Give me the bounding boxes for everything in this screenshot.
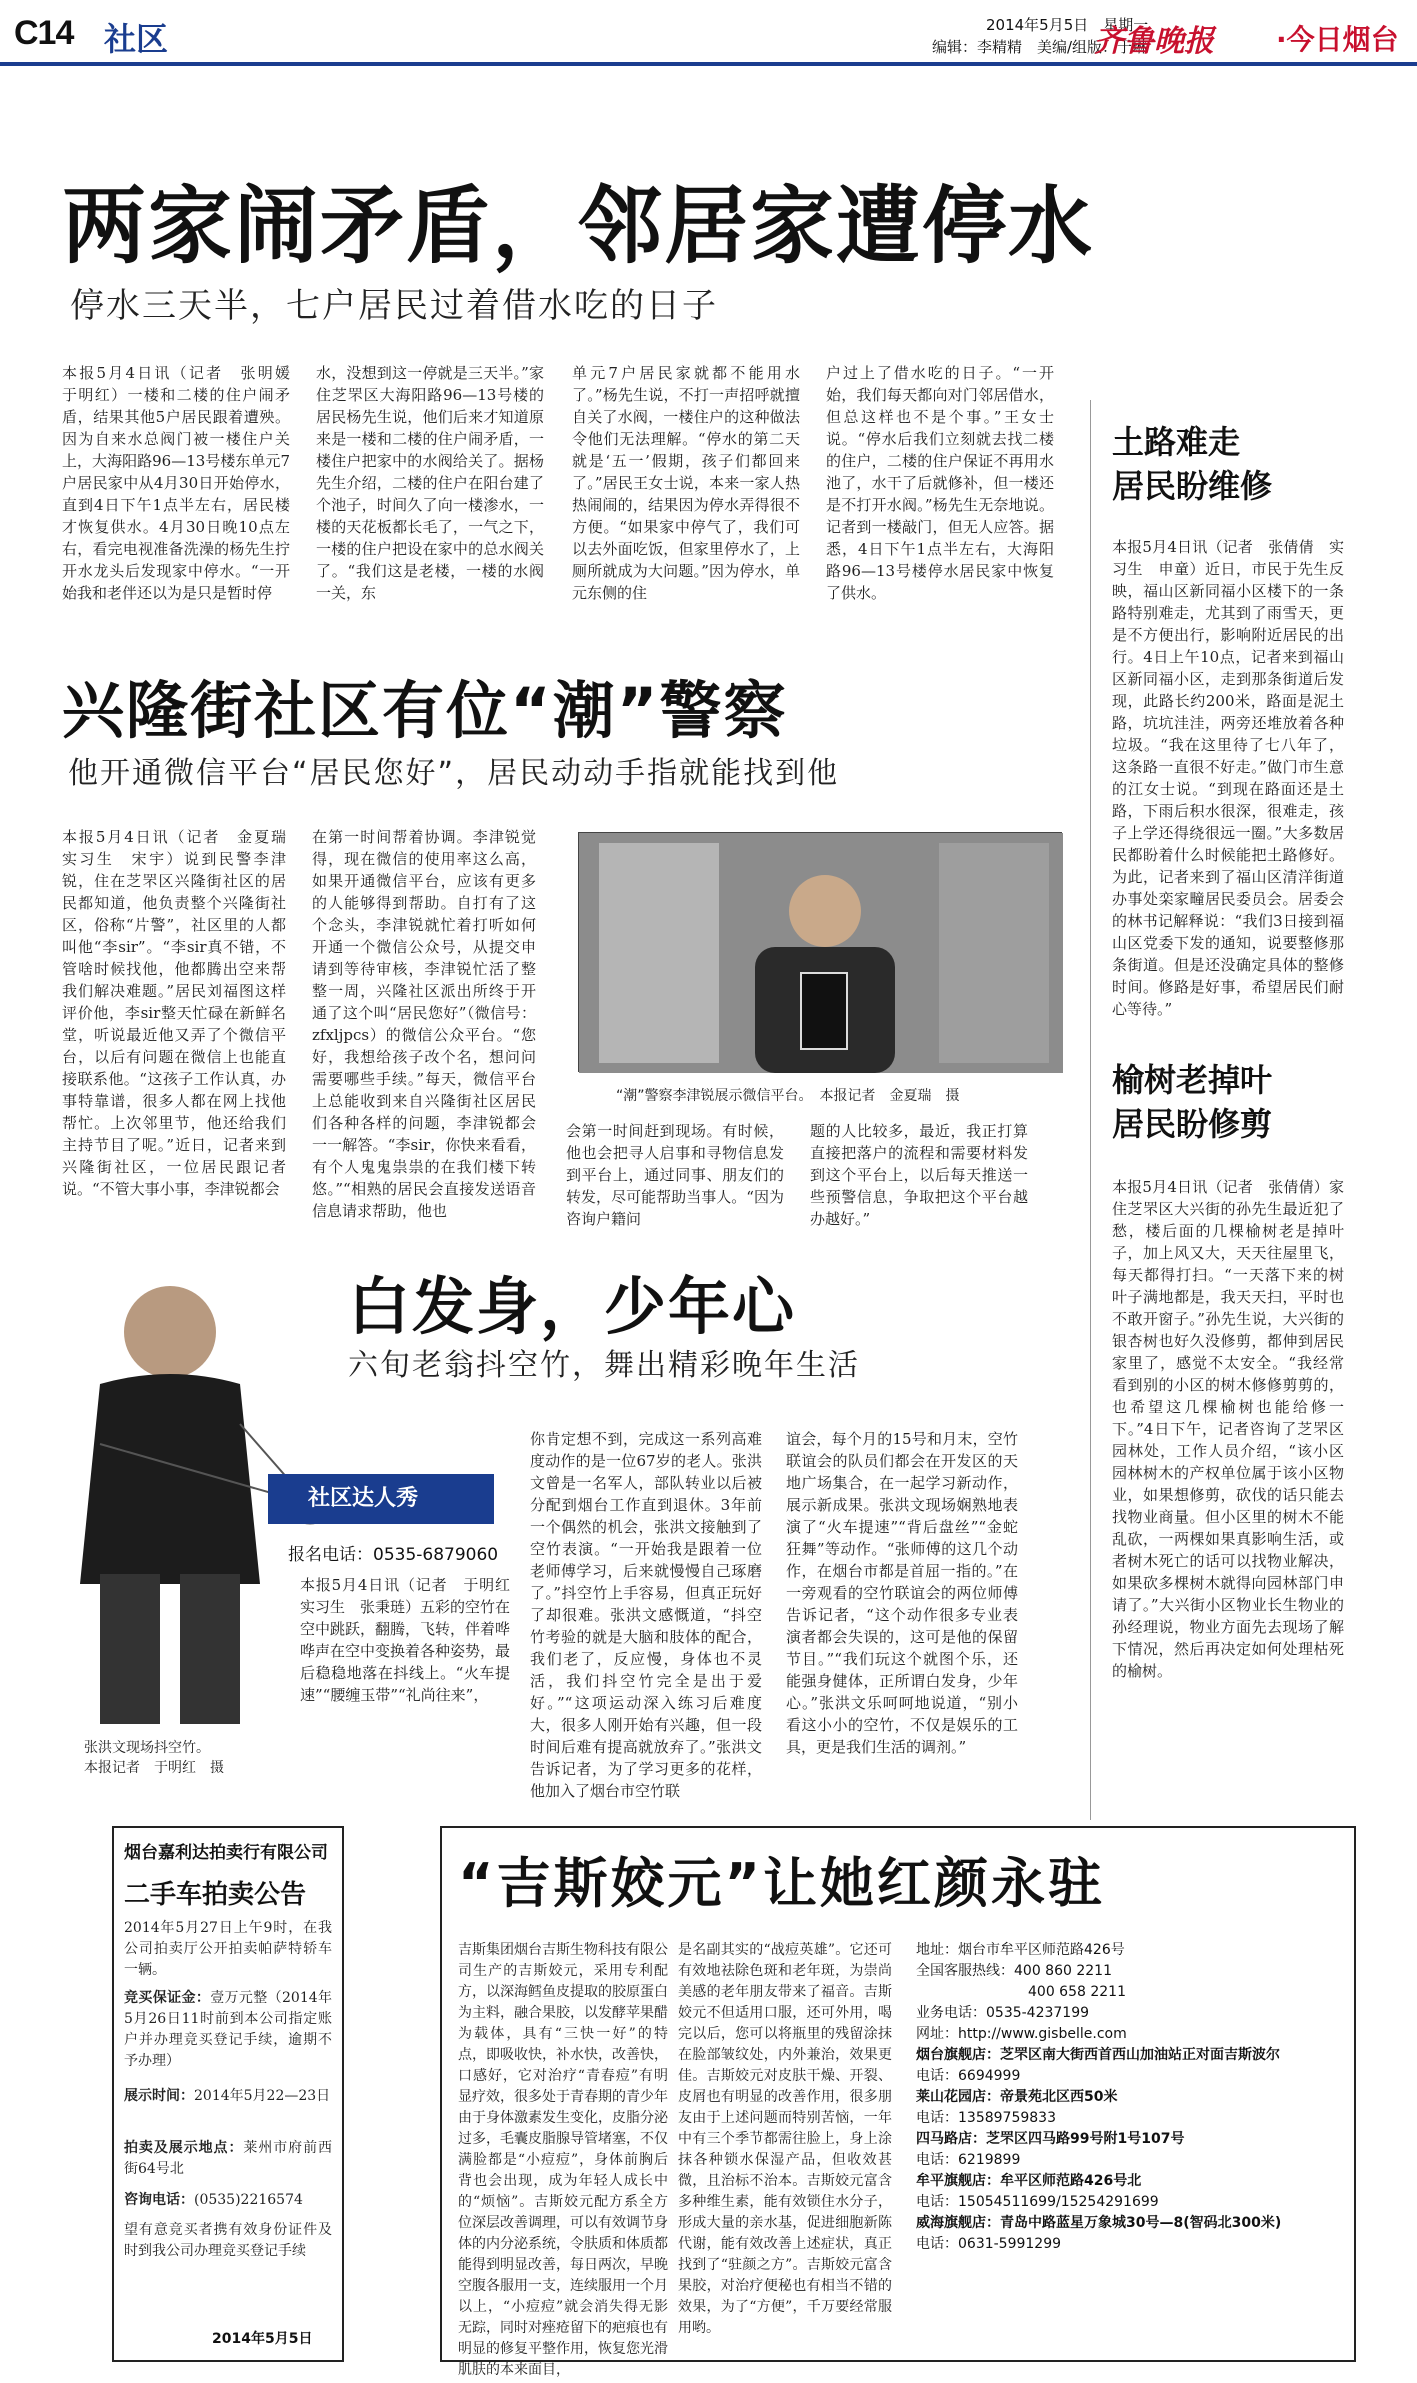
jisi-store-3-tel: 电话：15054511699/15254291699 [916,2194,1159,2210]
page-number: C14 [14,14,74,52]
story2-column-3: 会第一时间赶到现场。有时候，他也会把寻人启事和寻物信息发到平台上，通过同事、朋友们的转发，尽可能帮助当事人。“因为咨询户籍问 [566,1122,784,1228]
sidebar-divider [1090,400,1091,1820]
header-rule [0,62,1417,66]
jisi-store-4-name: 威海旗舰店：青岛中路蓝星万象城30号—8(智码北300米) [916,2215,1282,2231]
story2-column-2: 在第一时间帮着协调。李津锐觉得，现在微信的使用率这么高，如果开通微信平台，应该有更多的人能够得到帮助。自打有了这个念头，李津锐就忙着打听如何开通一个微信公众号，从提交申请到等待审核，李津锐忙活了整整一周，兴隆社区派出所终于开通了这个叫“居民您好”（微信号：zfxljpcs）的微信公众平台。“您好，我想给孩子改个名，想问问需要哪些手续。”每天，微信平台上总能收到来自兴隆街社区居民们各种各样的问题，李津锐都会一一解答。“李sir，你快来看看，有个人鬼鬼祟祟的在我们楼下转悠。”“相熟的居民会直接发送语音信息请求帮助，他也 [312,828,536,1220]
jisi-store-0-tel: 电话：6694999 [916,2068,1021,2084]
sidebar1-headline [1112,420,1272,508]
sidebar1-headline-line1: 土路难走 [1112,423,1241,461]
jisi-address: 地址：烟台市牟平区师范路426号 [916,1942,1125,1958]
story2-column-1: 本报5月4日讯（记者 金夏瑞 实习生 宋宇）说到民警李津锐，住在芝罘区兴隆街社区的居民都知道，他负责整个兴隆街社区，俗称“片警”，社区里的人都叫他“李sir”。“李sir真不错，不管啥时候找他，他都腾出空来帮我们解决难题。”居民刘福图这样评价他，李sir整天忙碌在新鲜名堂，听说最近他又弄了个微信平台，以后有问题在微信上也能直接联系他。“这孩子工作认真，办事特靠谱，很多人都在网上找他帮忙。上次邻里节，他还给我们主持节目了呢。”近日，记者来到兴隆街社区，一位居民跟记者说。“不管大事小事，李津锐都会 [62,828,302,1198]
auction-body: 2014年5月27日上午9时，在我公司拍卖厅公开拍卖帕萨特轿车一辆。 [124,1920,332,1978]
jisi-store-0 [916,2045,1346,2087]
editor-credits: 编辑：李精精 美编/组版：于琳 [932,38,1148,56]
sidebar1-headline-line2: 居民盼维修 [1112,467,1273,505]
auction-phone-text: (0535)2216574 [194,2192,303,2208]
story2-column-4: 题的人比较多，最近，我正打算直接把落户的流程和需要材料发到这个平台上，以后每天推送一些预警信息，争取把这个平台越办越好。” [810,1122,1028,1228]
story1-subheadline: 停水三天半，七户居民过着借水吃的日子 [70,286,718,326]
jisi-store-1 [916,2087,1346,2129]
jisi-store-4-tel: 电话：0631-5991299 [916,2236,1062,2252]
auction-closing: 望有意竞买者携有效身份证件及时到我公司办理竞买登记手续 [124,2222,332,2259]
story3-column-3: 谊会，每个月的15号和月末，空竹联谊会的队员们都会在开发区的天地广场集合，在一起学习新动作，展示新成果。张洪文现场娴熟地表演了“火车提速”“背后盘丝”“金蛇狂舞”等动作。“张师傅的这几个动作，在烟台市都是首屈一指的。”在一旁观看的空竹联谊会的两位师傅告诉记者，“这个动作很多专业表演者都会失误的，这可是他的保留节目。”“我们玩这个就图个乐，还能强身健体，正所谓白发身，少年心。”张洪文乐呵呵地说道，“别小看这小小的空竹，不仅是娱乐的工具，更是我们生活的调剂。” [786,1430,1018,1756]
jisi-website-url[interactable]: http://www.gisbelle.com [958,2026,1127,2042]
auction-place [124,2138,332,2180]
story1-column-2: 水，没想到这一停就是三天半。”家住芝罘区大海阳路96—13号楼的居民杨先生说，他们后来才知道原来是一楼和二楼的住户闹矛盾，一楼住户把家中的水阀给关了。据杨先生介绍，二楼的住户在阳台建了个池子，时间久了向一楼渗水，一楼的天花板都长毛了，一气之下，一楼的住户把设在家中的总水阀关了。“我们这是老楼，一楼的水阀一关，东 [316,364,544,602]
masthead-edition: ·今日烟台 [1276,23,1399,56]
jisi-ad-box [440,1826,1356,2378]
story1-column-4: 户过上了借水吃的日子。“一开始，我们每天都向对门邻居借水，但总这样也不是个事。”王女士说。“停水后我们立刻就去找二楼的住户，二楼的住户保证不再用水池了，水干了后就修补，但一楼还是不打开水阀。”杨先生无奈地说。记者到一楼敲门，但无人应答。据悉，4日下午1点半左右，大海阳路96—13号楼停水居民家中恢复了供水。 [826,364,1054,602]
auction-deposit-text: 壹万元整（2014年5月26日11时前到本公司指定账户并办理竞买登记手续，逾期不予办理） [124,1990,332,2069]
auction-phone-label: 咨询电话： [124,2192,194,2208]
section-name: 社区 [104,20,169,58]
auction-phone [124,2190,332,2211]
jisi-store-2-tel: 电话：6219899 [916,2152,1021,2168]
auction-show-label: 展示时间： [124,2088,194,2104]
jisi-store-0-name: 烟台旗舰店：芝罘区南大街西首西山加油站正对面吉斯波尔 [916,2047,1280,2063]
sidebar1-body: 本报5月4日讯（记者 张倩倩 实习生 申童）近日，市民于先生反映，福山区新同福小区楼下的一条路特别难走，尤其到了雨雪天，更是不方便出行，影响附近居民的出行。4日上午10点，记者来到福山区新同福小区，走到那条街道后发现，此路长约200米，路面是泥土路，坑坑洼洼，两旁还堆放着各种垃圾。“我在这里待了七八年了，这条路一直很不好走。”做门市生意的江女士说。“到现在路面还是土路，下雨后积水很深，很难走，孩子上学还得绕很远一圈。”大多数居民都盼着什么时候能把土路修好。为此，记者来到了福山区清洋街道办事处栾家疃居民委员会。居委会的林书记解释说：“我们3日接到福山区党委下发的通知，说要整修那条街道。但是还没确定具体的整修时间。修路是好事，希望居民们耐心等待。” [1112,538,1344,1018]
auction-company: 烟台嘉利达拍卖行有限公司 [124,1843,328,1863]
jisi-ad-title: “吉斯姣元”让她红颜永驻 [458,1852,1105,1915]
auction-notice-box [112,1826,344,2362]
story2-subheadline: 他开通微信平台“居民您好”，居民动动手指就能找到他 [68,756,840,791]
auction-deposit [124,1988,332,2072]
sidebar2-headline-line2: 居民盼修剪 [1112,1105,1273,1143]
diabolo-caption-line2: 本报记者 于明红 摄 [84,1760,224,1776]
auction-place-text: 莱州市府前西街64号北 [124,2140,333,2177]
story3-headline: 白发身，少年心 [348,1270,797,1343]
auction-place-label: 拍卖及展示地点： [124,2140,244,2156]
jisi-ad-column-1: 吉斯集团烟台吉斯生物科技有限公司生产的吉斯姣元，采用专利配方，以深海鳕鱼皮提取的胶原蛋白为主料，融合果胶，以发酵苹果醋为载体，具有“三快一好”的特点，即吸收快，补水快，改善快，口感好，它对治疗“青春痘”有明显疗效，很多处于青春期的青少年由于身体激素发生变化，皮脂分泌过多，毛囊皮脂腺导管堵塞，不仅满脸都是“小痘痘”，身体前胸后背也会出现，成为年轻人成长中的“烦恼”。吉斯姣元配方系全方位深层改善调理，可以有效调节身体的内分泌系统，令肤质和体质都能得到明显改善，每日两次，早晚空腹各服用一支，连续服用一个月以上，“小痘痘”就会消失得无影无踪，同时对痤疮留下的疤痕也有明显的修复平整作用，恢复您光滑肌肤的本来面目， [458,1942,668,2378]
police-officer-photo [578,832,1062,1072]
jisi-business-number: 0535-4237199 [986,2005,1090,2021]
community-star-badge: 社区达人秀 [268,1474,494,1524]
auction-show-text: 2014年5月22—23日 [194,2088,331,2104]
jisi-store-2 [916,2129,1346,2171]
story1-headline: 两家闹矛盾，邻居家遭停水 [62,177,1095,275]
diabolo-photo-caption [84,1738,224,1778]
jisi-store-3 [916,2171,1346,2213]
sidebar2-headline [1112,1058,1272,1146]
jisi-website[interactable] [916,2024,1346,2045]
jisi-store-1-tel: 电话：13589759833 [916,2110,1056,2126]
masthead-logo: 齐鲁晚报 [1094,24,1214,59]
jisi-business-phone [916,2003,1346,2024]
issue-date: 2014年5月5日 星期一 [986,16,1149,34]
story1-column-1: 本报5月4日讯（记者 张明媛 于明红）一楼和二楼的住户闹矛盾，结果其他5户居民跟着遭殃。因为自来水总阀门被一楼住户关上，大海阳路96—13号楼东单元7户居民家中从4月30日开始停水，直到4日下午1点半左右，居民楼才恢复供水。4月30日晚10点左右，看完电视准备洗澡的杨先生拧开水龙头后发现家中停水。“一开始我和老伴还以为是只是暂时停 [62,364,306,602]
jisi-website-label: 网址： [916,2026,958,2042]
auction-title: 二手车拍卖公告 [124,1880,307,1910]
jisi-store-4 [916,2213,1346,2255]
story2-headline: 兴隆街社区有位“潮”警察 [62,674,788,747]
jisi-contact-panel [916,1940,1346,2255]
auction-show-time [124,2086,332,2107]
diabolo-caption-line1: 张洪文现场抖空竹。 [84,1740,210,1756]
sidebar2-headline-line1: 榆树老掉叶 [1112,1061,1273,1099]
auction-date: 2014年5月5日 [212,2331,313,2347]
story1-column-3: 单元7户居民家就都不能用水了。”杨先生说，不打一声招呼就擅自关了水阀，一楼住户的这种做法令他们无法理解。“停水的第二天就是‘五一’假期，孩子们都回来了。”居民王女士说，本来一家人热热闹闹的，结果因为停水弄得很不方便。“如果家中停气了，我们可以去外面吃饭，但家里停水了，上厕所就成为大问题。”因为停水，单元东侧的住 [572,364,800,602]
jisi-store-3-name: 牟平旗舰店：牟平区师范路426号北 [916,2173,1142,2189]
auction-deposit-label: 竞买保证金： [124,1990,211,2006]
jisi-store-2-name: 四马路店：芝罘区四马路99号附1号107号 [916,2131,1185,2147]
page-header [0,0,1417,62]
sidebar2-body: 本报5月4日讯（记者 张倩倩）家住芝罘区大兴街的孙先生最近犯了愁，楼后面的几棵榆树老是掉叶子，加上风又大，天天往屋里飞，每天都得打扫。“一天落下来的树叶子满地都是，我天天扫，平时也不敢开窗子。”孙先生说，大兴街的银杏树也好久没修剪，都伸到居民家里了，感觉不太安全。“我经常看到别的小区的树木修修剪剪的，也希望这几棵榆树也能给修一下。”4日下午，记者咨询了芝罘区园林处，工作人员介绍，“该小区园林树木的产权单位属于该小区物业，如果想修剪，砍伐的话只能去找物业商量。但小区里的树木不能乱砍，一两棵如果真影响生活，或者树木死亡的话可以找物业解决，如果砍多棵树木就得向园林部门申请了。”大兴街小区物业长生物业的孙经理说，物业方面先去现场了解下情况，然后再决定如何处理枯死的榆树。 [1112,1178,1344,1680]
story3-column-2: 你肯定想不到，完成这一系列高难度动作的是一位67岁的老人。张洪文曾是一名军人，部队转业以后被分配到烟台工作直到退休。3年前一个偶然的机会，张洪文接触到了空竹表演。“一开始我是跟着一位老师傅学习，后来就慢慢自己琢磨了。”抖空竹上手容易，但真正玩好了却很难。张洪文感慨道，“抖空竹考验的就是大脑和肢体的配合，我们老了，反应慢，身体也不灵活，我们抖空竹完全是出于爱好。”“这项运动深入练习后难度大，很多人刚开始有兴趣，但一段时间后难有提高就放弃了。”张洪文告诉记者，为了学习更多的花样，他加入了烟台市空竹联 [530,1430,762,1800]
jisi-hotline [916,1961,1346,1982]
jisi-business-label: 业务电话： [916,2005,986,2021]
police-officer-figure [579,833,1063,1073]
jisi-hotline-1: 400 860 2211 [1014,1963,1112,1979]
jisi-hotline-2: 400 658 2211 [1028,1984,1126,2000]
story3-column-1: 本报5月4日讯（记者 于明红 实习生 张秉琏）五彩的空竹在空中跳跃，翻腾，飞转，伴着哗哗声在空中变换着各种姿势，最后稳稳地落在抖线上。“火车提速”“腰缠玉带”“礼尚往来”， [300,1576,526,1704]
police-photo-caption: “潮”警察李津锐展示微信平台。 本报记者 金夏瑞 摄 [616,1088,960,1104]
story3-subheadline: 六旬老翁抖空竹，舞出精彩晚年生活 [348,1348,860,1383]
signup-phone: 报名电话：0535-6879060 [288,1545,499,1565]
jisi-ad-column-2: 是名副其实的“战痘英雄”。它还可有效地祛除色斑和老年斑，为崇尚美感的老年朋友带来了福音。吉斯姣元不但适用口服，还可外用，喝完以后，您可以将瓶里的残留涂抹在脸部皱纹处，内外兼治，效果更佳。吉斯姣元对皮肤干燥、开裂、皮屑也有明显的改善作用，很多朋友由于上述问题而特别苦恼，一年中有三个季节都需往脸上，身上涂抹各种锁水保湿产品，但收效甚微，且治标不治本。吉斯姣元富含多种维生素，能有效锁住水分子，形成大量的亲水基，促进细胞新陈代谢，能有效改善上述症状，真正找到了“驻颜之方”。吉斯姣元富含果胶，对治疗便秘也有相当不错的效果，为了“方便”，千万要经常服用哟。 [678,1942,892,2336]
jisi-hotline-label: 全国客服热线： [916,1963,1014,1979]
jisi-store-1-name: 莱山花园店：帝景苑北区西50米 [916,2089,1118,2105]
